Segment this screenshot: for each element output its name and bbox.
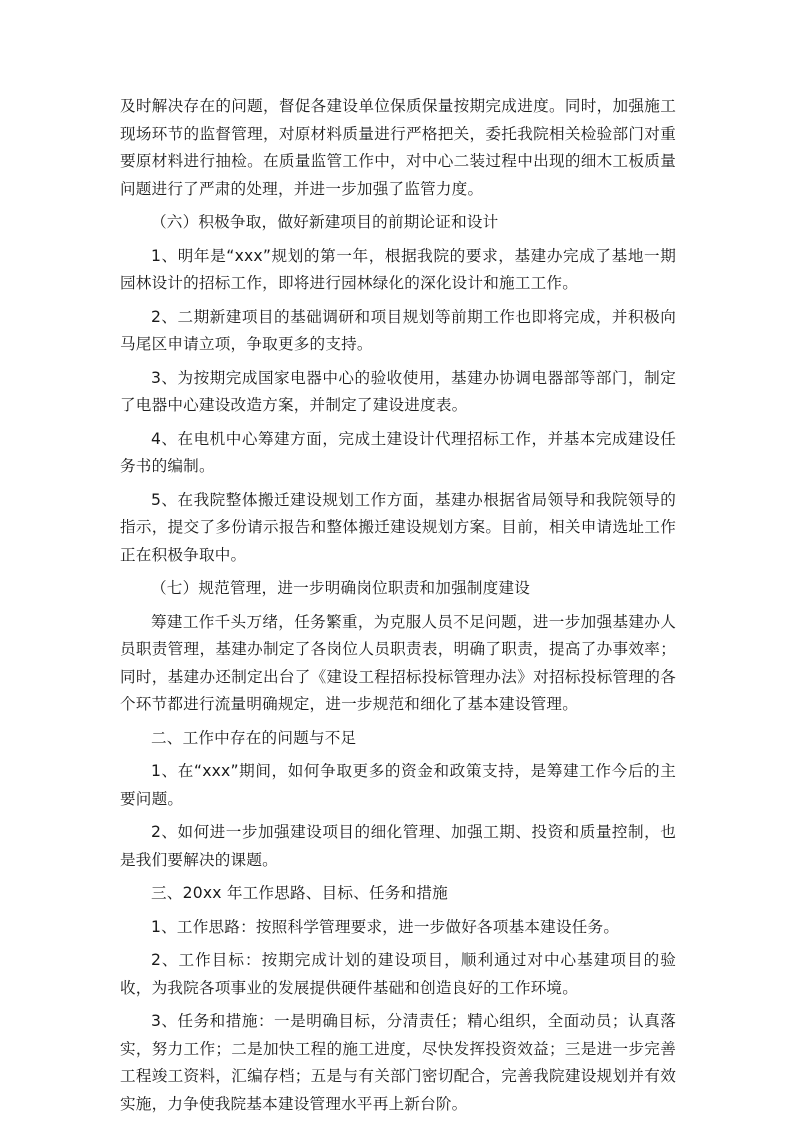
paragraph-item-3: 3、为按期完成国家电器中心的验收使用，基建办协调电器部等部门，制定了电器中心建设改造方案，并制定了建设进度表。: [120, 368, 676, 414]
paragraph-problem-1: 1、在“xxx”期间，如何争取更多的资金和政策支持，是筹建工作今后的主要问题。: [120, 762, 676, 808]
paragraph-item-4: 4、在电机中心筹建方面，完成土建设计代理招标工作，并基本完成建设任务书的编制。: [120, 429, 676, 475]
paragraph-item-5: 5、在我院整体搬迁建设规划工作方面，基建办根据省局领导和我院领导的指示，提交了多份请示报告和整体搬迁建设规划方案。目前，相关申请选址工作正在积极争取中。: [120, 490, 676, 564]
section-heading-7: （七）规范管理，进一步明确岗位职责和加强制度建设: [151, 579, 531, 597]
document-page: [120, 93, 676, 1124]
paragraph-management: 筹建工作千头万绪，任务繁重，为克服人员不足问题，进一步加强基建办人员职责管理，基建办制定了各岗位人员职责表，明确了职责，提高了办事效率；同时，基建办还制定出台了《建设工程招标投标管理办法》对招标投标管理的各个环节都进行流量明确规定，进一步规范和细化了基本建设管理。: [120, 612, 676, 713]
paragraph-item-1: 1、明年是“xxx”规划的第一年，根据我院的要求，基建办完成了基地一期园林设计的招标工作，即将进行园林绿化的深化设计和施工工作。: [120, 246, 676, 292]
paragraph-plan-3: 3、任务和措施：一是明确目标，分清责任；精心组织，全面动员；认真落实，努力工作；二是加快工程的施工进度，尽快发挥投资效益；三是进一步完善工程竣工资料，汇编存档；五是与有关部门密切配合，完善我院建设规划并有效实施，力争使我院基本建设管理水平再上新台阶。: [120, 1012, 676, 1113]
paragraph-item-2: 2、二期新建项目的基础调研和项目规划等前期工作也即将完成，并积极向马尾区申请立项，争取更多的支持。: [120, 307, 676, 353]
section-heading-plan: 三、20xx 年工作思路、目标、任务和措施: [151, 884, 448, 902]
paragraph-plan-2: 2、工作目标：按期完成计划的建设项目，顺利通过对中心基建项目的验收，为我院各项事业的发展提供硬件基础和创造良好的工作环境。: [120, 951, 676, 997]
paragraph-continuation: 及时解决存在的问题，督促各建设单位保质保量按期完成进度。同时，加强施工现场环节的监督管理，对原材料质量进行严格把关，委托我院相关检验部门对重要原材料进行抽检。在质量监管工作中，对中心二装过程中出现的细木工板质量问题进行了严肃的处理，并进一步加强了监管力度。: [120, 97, 676, 198]
section-heading-6: （六）积极争取，做好新建项目的前期论证和设计: [151, 213, 499, 231]
paragraph-problem-2: 2、如何进一步加强建设项目的细化管理、加强工期、投资和质量控制，也是我们要解决的课题。: [120, 823, 676, 869]
section-heading-problems: 二、工作中存在的问题与不足: [151, 728, 357, 747]
paragraph-plan-1: 1、工作思路：按照科学管理要求，进一步做好各项基本建设任务。: [151, 917, 620, 936]
